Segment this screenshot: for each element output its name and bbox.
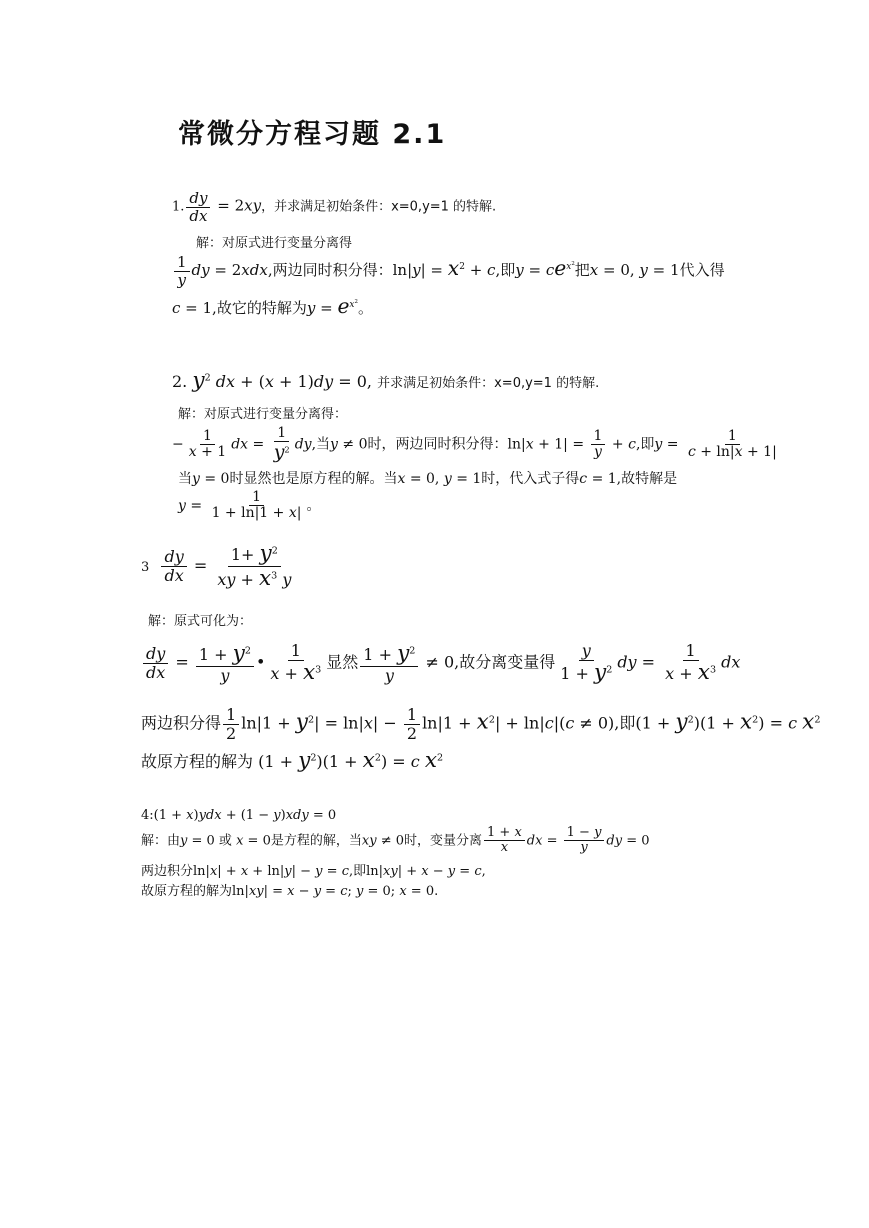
problem-4-integration-step: 两边积分ln|x| + x + ln|y| − y = c,即ln|xy| + x − y = c, [141, 864, 486, 879]
problem-2-result: y = $\frac{1}{1 + \ln|1 + x|}$ 。 [178, 489, 321, 522]
problem-4-result: 故原方程的解为ln|xy| = x − y = c; y = 0; x = 0. [141, 884, 439, 899]
problem-3-separation-step: $\frac{dy}{dx}$ = $\frac{1 + y^2}{y}$ • $\frac{1}{x + x^3}$ 显然 $\frac{1 + y^2}{y}$ ≠ 0,故分离变量得 $\frac{y}{1 + y^2}$ dy = $\frac{1}{x + x^3}$ dx [141, 642, 740, 684]
problem-1-integration-step: $\frac{1}{y}$ dy = 2xdx,两边同时积分得：$\ln|y| = x^2 + c$,即$y = ce^{x^2}$把x = 0, y = 1代入得 [172, 254, 725, 288]
problem-3-statement: 3 $\frac{dy}{dx}$ = $\frac{1+ y^2}{xy + x^3 y}$ [141, 541, 292, 591]
problem-3-integration-step: 两边积分得 $\frac{1}{2}$ $\ln|1 + y^2| = \ln|x|$ − $\frac{1}{2}$ $\ln|1 + x^2| + \ln|c|(c \ne 0)$,即$(1 + y^2)(1 + x^2) = c$ $x^2$ [141, 705, 821, 743]
problem-4-statement: 4:(1 + x)ydx + (1 − y)xdy = 0 [141, 808, 337, 823]
problem-2-solution-intro: 解：对原式进行变量分离得： [178, 407, 348, 422]
problem-2-statement: 2. $y^2$ dx + (x + 1)dy = 0, 并求满足初始条件：x=0,y=1 的特解. [172, 368, 600, 393]
problem-3-solution-intro: 解：原式可化为： [148, 614, 253, 629]
problem-2-particular-condition: 当y = 0时显然也是原方程的解。当x = 0, y = 1时，代入式子得c = 1,故特解是 [178, 471, 678, 487]
problem-4-solution-step: 解：由y = 0 或 x = 0是方程的解，当xy ≠ 0时，变量分离 $\frac{1 + x}{x}$ dx = $\frac{1 - y}{y}$ dy = 0 [141, 825, 650, 856]
problem-3-result: 故原方程的解为 $(1 + y^2)(1 + x^2) = c$ $x^2$ [141, 748, 444, 773]
page-title: 常微分方程习题 2.1 [178, 119, 447, 150]
problem-1-statement: 1. $\frac{dy}{dx}$ = 2xy，并求满足初始条件：x=0,y=1 的特解. [172, 189, 497, 225]
problem-1-result: c = 1,故它的特解为$y = e^{x^2}$。 [172, 294, 373, 318]
problem-1-solution-intro: 解：对原式进行变量分离得 [196, 236, 353, 251]
problem-2-integration-step: − $\frac{1}{x + 1}$ dx = $\frac{1}{y^2}$ dy,当y ≠ 0时，两边同时积分得：ln|x + 1| = $\frac{1}{y}$ + c,即y = $\frac{1}{c + \ln|x + 1|}$ [172, 425, 777, 464]
